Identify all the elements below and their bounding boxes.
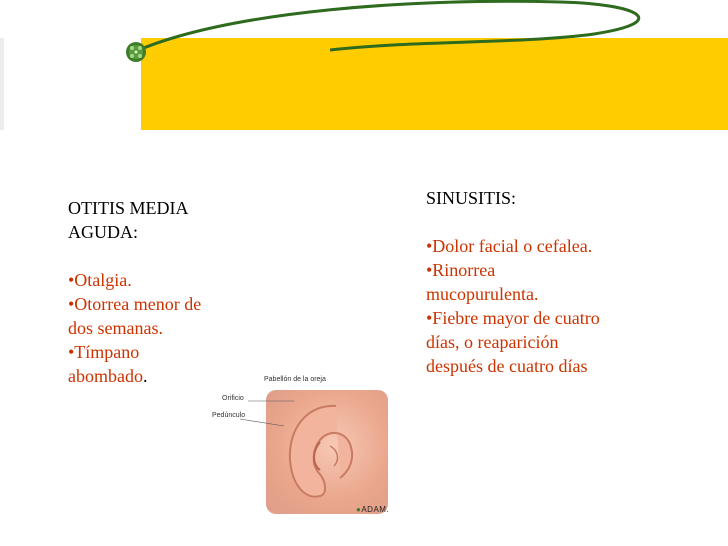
otitis-bullet-3: •Tímpano [68,342,140,362]
sinusitis-bullet-2-cont: mucopurulenta. [426,284,539,304]
otitis-bullet-2-cont: dos semanas. [68,318,163,338]
label-stalk: Pedúnculo [212,412,246,419]
sinusitis-bullet-2: •Rinorrea [426,260,496,280]
otitis-bullet-2: •Otorrea menor de [68,294,202,314]
ear-illustration [208,368,398,518]
header-swoosh [0,0,728,140]
adam-logo-text: ADAM. [361,505,390,514]
sinusitis-column [426,186,686,378]
adam-logo: ●ADAM. [356,505,390,514]
sinusitis-bullet-3-cont-b: después de cuatro días [426,356,588,376]
label-pinna: Pabellón de la oreja [264,376,326,383]
otitis-bullet-3-cont: abombado [68,366,143,386]
ear-icon [208,368,398,518]
otitis-column [68,196,268,388]
green-orb-icon [126,42,146,62]
sinusitis-bullet-1: •Dolor facial o cefalea. [426,236,593,256]
otitis-heading-line2: AGUDA: [68,222,138,242]
otitis-trailing-period: . [142,366,148,386]
otitis-heading-line1: OTITIS MEDIA [68,198,189,218]
sinusitis-heading: SINUSITIS: [426,188,517,208]
sinusitis-bullet-3: •Fiebre mayor de cuatro [426,308,600,328]
sinusitis-bullet-3-cont-a: días, o reaparición [426,332,559,352]
label-orifice: Orificio [222,395,244,402]
otitis-bullet-1: •Otalgia. [68,270,132,290]
